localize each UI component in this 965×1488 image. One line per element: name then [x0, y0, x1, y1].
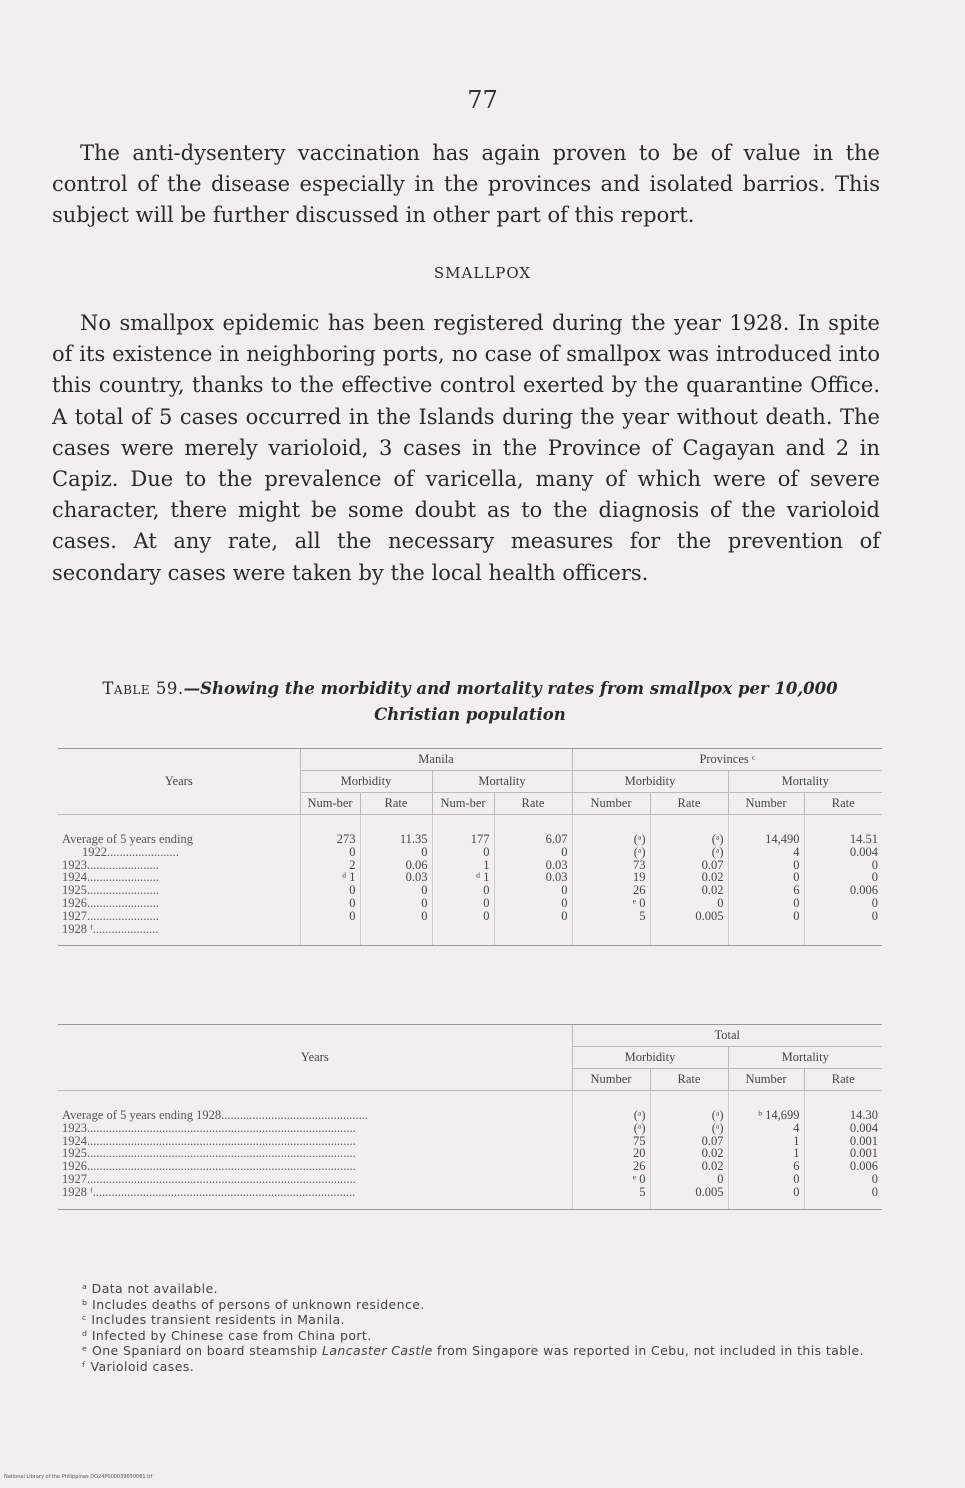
header-total-mortality: Mortality — [728, 1047, 882, 1069]
header-manila-mortality: Mortality — [432, 771, 572, 793]
col-provinces-mortality-rate — [804, 815, 882, 946]
footnote-e-ship: Lancaster Castle — [322, 1343, 433, 1358]
cell: (ᵃ) — [711, 844, 724, 859]
header-provinces-morbidity-number: Number — [572, 793, 650, 815]
year-label: 1923...................................................................................... — [62, 1121, 356, 1135]
cell: (ᵃ) — [633, 844, 646, 859]
footnote-b: ᵇ Includes deaths of persons of unknown residence. — [82, 1296, 425, 1312]
year-label: 1928 ᶠ..................... — [62, 922, 159, 936]
cell: 20 — [633, 1146, 646, 1161]
col-manila-morbidity-number — [300, 815, 360, 946]
col-total-morbidity-number — [572, 1091, 650, 1210]
footnote-f: ᶠ Varioloid cases. — [82, 1358, 195, 1374]
cell: 73 — [633, 857, 646, 872]
cell: (ᵃ) — [711, 1108, 724, 1122]
cell: 14.30 — [849, 1108, 878, 1122]
cell: 19 — [633, 870, 646, 885]
cell: 0 — [421, 883, 428, 898]
cell: (ᵃ) — [711, 832, 724, 846]
year-label: Average of 5 years ending — [62, 833, 193, 846]
cell: 0 — [717, 1171, 724, 1186]
cell: 0.06 — [405, 857, 428, 872]
year-label: 1928 ᶠ.................................................................................... — [62, 1185, 356, 1199]
footnote-c: ᶜ Includes transient residents in Manila. — [82, 1312, 345, 1327]
cell: 0 — [871, 857, 878, 872]
col-manila-mortality-rate — [494, 815, 572, 946]
cell: 1 — [793, 1146, 800, 1161]
year-label: 1922....................... — [82, 845, 179, 859]
cell: 0.001 — [849, 1146, 878, 1161]
cell: 4 — [793, 844, 800, 859]
header-total-morbidity-number: Number — [572, 1069, 650, 1091]
cell: 0.03 — [405, 870, 428, 885]
cell: (ᵃ) — [711, 1120, 724, 1135]
year-label: 1926....................... — [62, 896, 159, 910]
cell: 0 — [421, 844, 428, 859]
cell: 0.005 — [695, 908, 724, 923]
header-total-mortality-rate: Rate — [804, 1069, 882, 1091]
cell: 5 — [639, 1184, 646, 1199]
header-years-total: Years — [58, 1025, 572, 1091]
cell: 6 — [793, 1159, 800, 1174]
table-total — [58, 1024, 882, 1210]
cell: (ᵃ) — [633, 1108, 646, 1122]
header-manila-morbidity-rate: Rate — [360, 793, 432, 815]
header-total-morbidity-rate: Rate — [650, 1069, 728, 1091]
cell: 0.02 — [701, 883, 724, 898]
col-total-mortality-rate — [804, 1091, 882, 1210]
cell: 0 — [793, 870, 800, 885]
col-provinces-morbidity-rate — [650, 815, 728, 946]
header-provinces-morbidity: Morbidity — [572, 771, 728, 793]
cell: 0.001 — [849, 1133, 878, 1148]
cell: 273 — [336, 832, 356, 846]
cell: 0 — [483, 883, 490, 898]
year-label: 1927...................................................................................... — [62, 1172, 356, 1186]
col-manila-mortality-number — [432, 815, 494, 946]
cell: ᵇ 14,699 — [758, 1108, 800, 1122]
cell: ᵈ 1 — [342, 870, 356, 885]
header-provinces-mortality: Mortality — [728, 771, 882, 793]
header-manila-mortality-rate: Rate — [494, 793, 572, 815]
year-label: 1925...................................................................................... — [62, 1147, 356, 1161]
cell: 14.51 — [849, 832, 878, 846]
cell: 177 — [470, 832, 490, 846]
cell: 0 — [349, 883, 356, 898]
cell: 4 — [793, 1120, 800, 1135]
header-provinces: Provinces ᶜ — [572, 749, 882, 771]
cell: 26 — [633, 1159, 646, 1174]
paragraph-smallpox: No smallpox epidemic has been registered during the year 1928. In spite of its existence in neighboring ports, no case of smallpox was introduced into this country, thanks to the effective control exerted by the quarantine Office. A total of 5 cases occurred in the Islands during the year without death. The cases were merely varioloid, 3 cases in the Province of Cagayan and 2 in Capiz. Due to the prevalence of varicella, many of which were of severe character, there might be some doubt as to the diagnosis of the varioloid cases. At any rate, all the necessary measures for the prevention of secondary cases were taken by the local health officers. — [52, 311, 880, 585]
cell: 0 — [561, 883, 568, 898]
cell: 0 — [793, 895, 800, 910]
cell: 0 — [421, 908, 428, 923]
cell: 6.07 — [545, 832, 568, 846]
cell: 0 — [483, 908, 490, 923]
footnotes — [52, 1281, 887, 1374]
table-caption-label: Table 59. — [102, 679, 184, 698]
cell: 0.07 — [701, 857, 724, 872]
years-column — [58, 815, 300, 946]
header-total-mortality-number: Number — [728, 1069, 804, 1091]
cell: 0 — [349, 895, 356, 910]
header-provinces-mortality-number: Number — [728, 793, 804, 815]
cell: 0 — [793, 908, 800, 923]
col-total-morbidity-rate — [650, 1091, 728, 1210]
cell: 0 — [561, 844, 568, 859]
cell: 1 — [483, 857, 490, 872]
cell: 0.006 — [849, 1159, 878, 1174]
header-manila: Manila — [300, 749, 572, 771]
cell: 0.07 — [701, 1133, 724, 1148]
cell: 75 — [633, 1133, 646, 1148]
footnote-e — [52, 1343, 887, 1359]
cell: 0 — [421, 895, 428, 910]
year-label: 1924....................... — [62, 871, 159, 885]
year-label: 1926...................................................................................... — [62, 1160, 356, 1173]
scan-credit: National Library of the Philippines DO24P000039650081.tif — [4, 1474, 153, 1480]
cell: 0.02 — [701, 1146, 724, 1161]
header-provinces-mortality-rate: Rate — [804, 793, 882, 815]
footnote-d: ᵈ Infected by Chinese case from China port. — [82, 1327, 372, 1343]
year-label: 1925....................... — [62, 884, 159, 897]
cell: ᵉ 0 — [632, 895, 646, 910]
cell: 0 — [793, 857, 800, 872]
cell: 0.03 — [545, 870, 568, 885]
cell: 0.02 — [701, 870, 724, 885]
header-provinces-morbidity-rate: Rate — [650, 793, 728, 815]
footnote-a: ᵃ Data not available. — [82, 1281, 218, 1296]
cell: ᵉ 0 — [632, 1171, 646, 1186]
cell: 0 — [561, 895, 568, 910]
paragraph-dysentery: The anti-dysentery vaccination has again proven to be of value in the control of the disease especially in the provinces and isolated barrios. This subject will be further discussed in other part of this report. — [52, 141, 880, 228]
cell: (ᵃ) — [633, 832, 646, 846]
years-column-total — [58, 1091, 572, 1210]
header-total-morbidity: Morbidity — [572, 1047, 728, 1069]
cell: 0 — [793, 1184, 800, 1199]
year-label: 1924...................................................................................... — [62, 1134, 356, 1148]
cell: (ᵃ) — [633, 1120, 646, 1135]
cell: 0 — [871, 908, 878, 923]
table-caption — [60, 676, 880, 728]
cell: 0 — [871, 1184, 878, 1199]
page-number: 77 — [467, 86, 498, 114]
footnote-e-start: ᵉ One Spaniard on board steamship — [82, 1343, 322, 1358]
cell: 1 — [793, 1133, 800, 1148]
cell: 0 — [483, 844, 490, 859]
cell: 0.005 — [695, 1184, 724, 1199]
cell: 0 — [349, 908, 356, 923]
cell: 0.02 — [701, 1159, 724, 1174]
table-manila-provinces — [58, 748, 882, 946]
year-label: 1927....................... — [62, 909, 159, 923]
col-provinces-morbidity-number — [572, 815, 650, 946]
section-heading-smallpox: SMALLPOX — [433, 264, 532, 282]
cell: 0.03 — [545, 857, 568, 872]
cell: 0 — [483, 895, 490, 910]
footnote-e-end: from Singapore was reported in Cebu, not included in this table. — [432, 1343, 864, 1358]
cell: 0 — [349, 844, 356, 859]
header-manila-morbidity-number: Num-ber — [300, 793, 360, 815]
cell: 5 — [639, 908, 646, 923]
cell: 0 — [871, 1171, 878, 1186]
header-manila-morbidity: Morbidity — [300, 771, 432, 793]
cell: 0 — [717, 895, 724, 910]
cell: ᵈ 1 — [476, 870, 490, 885]
cell: 14,490 — [765, 832, 800, 846]
cell: 26 — [633, 883, 646, 898]
cell: 11.35 — [399, 832, 428, 846]
cell: 0 — [561, 908, 568, 923]
cell: 2 — [349, 857, 356, 872]
year-label: Average of 5 years ending 1928............................................... — [62, 1109, 368, 1122]
header-total: Total — [572, 1025, 882, 1047]
cell: 0.004 — [849, 1120, 878, 1135]
cell: 6 — [793, 883, 800, 898]
col-total-mortality-number — [728, 1091, 804, 1210]
header-years: Years — [58, 749, 300, 815]
col-manila-morbidity-rate — [360, 815, 432, 946]
cell: 0 — [871, 870, 878, 885]
header-manila-mortality-number: Num-ber — [432, 793, 494, 815]
year-label: 1923....................... — [62, 858, 159, 872]
cell: 0.006 — [849, 883, 878, 898]
table-caption-title: —Showing the morbidity and mortality rates from smallpox per 10,000 Christian population — [183, 679, 838, 724]
col-provinces-mortality-number — [728, 815, 804, 946]
cell: 0 — [793, 1171, 800, 1186]
cell: 0 — [871, 895, 878, 910]
cell: 0.004 — [849, 844, 878, 859]
